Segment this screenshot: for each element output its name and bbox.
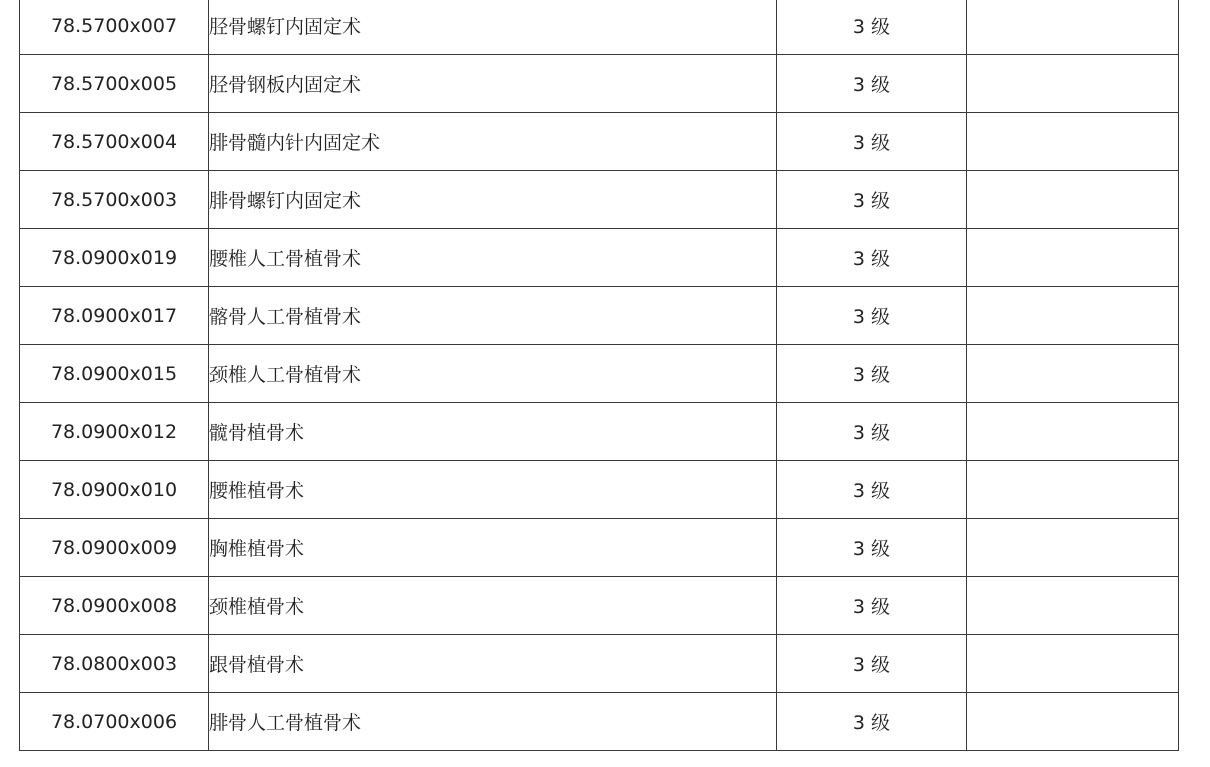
procedure-code-cell: 78.0900x010: [20, 461, 209, 519]
table-row: [20, 403, 1179, 461]
table-row: [20, 287, 1179, 345]
procedure-name-cell: 髂骨人工骨植骨术: [209, 287, 777, 345]
procedure-code-cell: 78.0700x006: [20, 693, 209, 751]
remarks-cell: [967, 403, 1179, 461]
remarks-cell: [967, 229, 1179, 287]
procedure-name-cell: 髋骨植骨术: [209, 403, 777, 461]
procedure-table-body: [20, 0, 1179, 751]
remarks-cell: [967, 55, 1179, 113]
procedure-name-cell: 腓骨螺钉内固定术: [209, 171, 777, 229]
remarks-cell: [967, 577, 1179, 635]
procedure-code-cell: 78.0900x015: [20, 345, 209, 403]
remarks-cell: [967, 0, 1179, 55]
surgery-level-cell: 3 级: [777, 345, 967, 403]
procedure-code-cell: 78.0800x003: [20, 635, 209, 693]
remarks-cell: [967, 519, 1179, 577]
table-row: [20, 461, 1179, 519]
table-row: [20, 113, 1179, 171]
procedure-name-cell: 腓骨人工骨植骨术: [209, 693, 777, 751]
surgery-level-cell: 3 级: [777, 577, 967, 635]
surgery-level-cell: 3 级: [777, 635, 967, 693]
procedure-code-cell: 78.0900x008: [20, 577, 209, 635]
procedure-code-cell: 78.0900x019: [20, 229, 209, 287]
table-row: [20, 0, 1179, 55]
table-row: [20, 229, 1179, 287]
procedure-name-cell: 腰椎植骨术: [209, 461, 777, 519]
procedure-code-cell: 78.5700x005: [20, 55, 209, 113]
procedure-code-cell: 78.0900x012: [20, 403, 209, 461]
table-row: [20, 577, 1179, 635]
table-row: [20, 519, 1179, 577]
remarks-cell: [967, 635, 1179, 693]
surgery-level-cell: 3 级: [777, 229, 967, 287]
table-row: [20, 693, 1179, 751]
procedure-code-cell: 78.5700x004: [20, 113, 209, 171]
procedure-table-page: [19, 0, 1179, 751]
table-row: [20, 171, 1179, 229]
surgery-level-cell: 3 级: [777, 693, 967, 751]
surgery-level-cell: 3 级: [777, 55, 967, 113]
surgery-level-cell: 3 级: [777, 0, 967, 55]
surgery-level-cell: 3 级: [777, 461, 967, 519]
procedure-name-cell: 腰椎人工骨植骨术: [209, 229, 777, 287]
surgery-level-cell: 3 级: [777, 113, 967, 171]
surgery-level-cell: 3 级: [777, 519, 967, 577]
procedure-code-cell: 78.5700x003: [20, 171, 209, 229]
procedure-name-cell: 胫骨钢板内固定术: [209, 55, 777, 113]
procedure-code-cell: 78.0900x009: [20, 519, 209, 577]
surgery-level-cell: 3 级: [777, 287, 967, 345]
remarks-cell: [967, 461, 1179, 519]
procedure-code-cell: 78.0900x017: [20, 287, 209, 345]
procedure-name-cell: 跟骨植骨术: [209, 635, 777, 693]
procedure-name-cell: 颈椎人工骨植骨术: [209, 345, 777, 403]
remarks-cell: [967, 693, 1179, 751]
remarks-cell: [967, 287, 1179, 345]
surgery-level-cell: 3 级: [777, 403, 967, 461]
remarks-cell: [967, 113, 1179, 171]
procedure-name-cell: 胫骨螺钉内固定术: [209, 0, 777, 55]
surgery-level-cell: 3 级: [777, 171, 967, 229]
table-row: [20, 345, 1179, 403]
table-row: [20, 55, 1179, 113]
remarks-cell: [967, 171, 1179, 229]
remarks-cell: [967, 345, 1179, 403]
procedure-code-cell: 78.5700x007: [20, 0, 209, 55]
table-row: [20, 635, 1179, 693]
procedure-name-cell: 腓骨髓内针内固定术: [209, 113, 777, 171]
procedure-name-cell: 颈椎植骨术: [209, 577, 777, 635]
procedure-table: [19, 0, 1179, 751]
procedure-name-cell: 胸椎植骨术: [209, 519, 777, 577]
